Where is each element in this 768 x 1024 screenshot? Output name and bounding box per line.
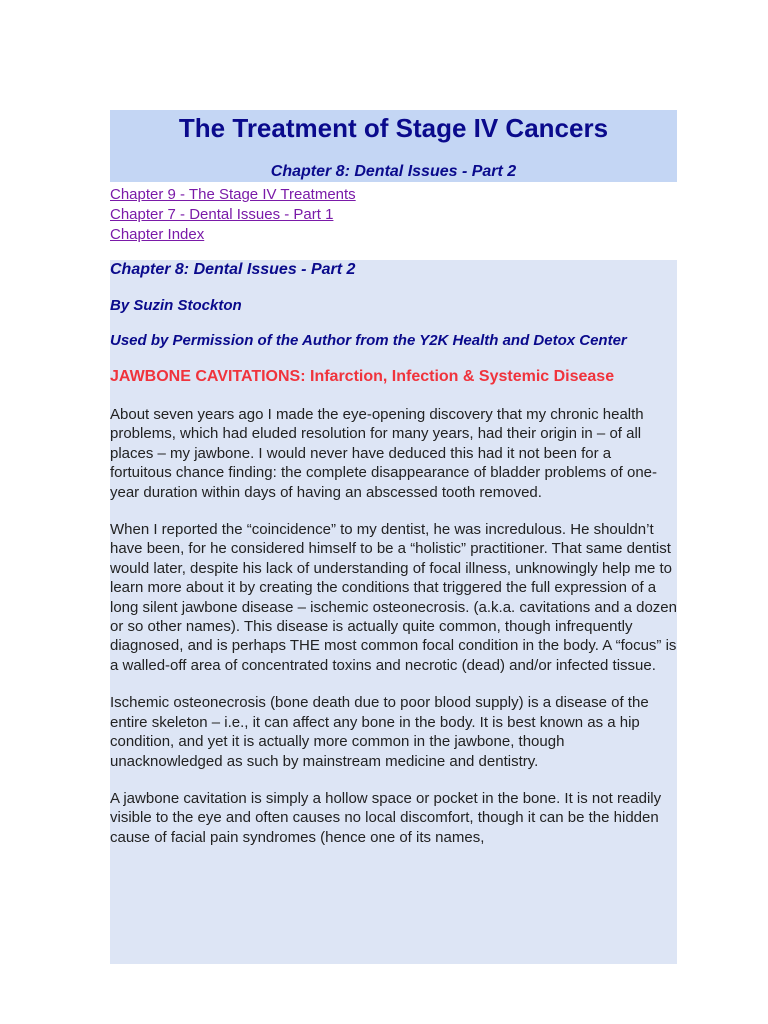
article-author: By Suzin Stockton bbox=[110, 297, 242, 314]
article-paragraph: Ischemic osteonecrosis (bone death due to poor blood supply) is a disease of the entire skeleton – i.e., it can affect any bone in the body. It is best known as a hip condition, and yet it is actually more common in the jawbone, though unacknowledged as such by mainstream medicine and dentistry. bbox=[110, 694, 649, 770]
article-paragraph: When I reported the “coincidence” to my dentist, he was incredulous. He shouldn’t have been, for he considered himself to be a “holistic” practitioner. That same dentist would later, despite his lack of understanding of focal illness, unknowingly help me to learn more about it by creating the conditions that triggered the full expression of a long silent jawbone disease – ischemic osteonecrosis. (a.k.a. cavitations and a dozen or so other names). This disease is actually quite common, though infrequently diagnosed, and is perhaps THE most common focal condition in the body. A “focus” is a walled-off area of concentrated toxins and necrotic (dead) and/or infected tissue. bbox=[110, 521, 677, 674]
article-paragraph: A jawbone cavitation is simply a hollow space or pocket in the bone. It is not readily visible to the eye and often causes no local discomfort, though it can be the hidden cause of facial pain syndromes (hence one of its names, bbox=[110, 789, 662, 846]
article-body bbox=[110, 260, 677, 964]
section-heading-rest: Infarction, Infection & Systemic Disease bbox=[305, 368, 615, 385]
article-chapter-title: Chapter 8: Dental Issues - Part 2 bbox=[110, 261, 356, 278]
chapter-navigation bbox=[110, 182, 677, 260]
link-chapter-7[interactable]: Chapter 7 - Dental Issues - Part 1 bbox=[110, 206, 334, 223]
title-banner bbox=[110, 110, 677, 182]
chapter-subtitle: Chapter 8: Dental Issues - Part 2 bbox=[270, 163, 517, 180]
document-page bbox=[110, 110, 677, 964]
page-title: The Treatment of Stage IV Cancers bbox=[178, 113, 609, 143]
article-permission-note: Used by Permission of the Author from the Y2K Health and Detox Center bbox=[110, 332, 627, 349]
link-chapter-9[interactable]: Chapter 9 - The Stage IV Treatments bbox=[110, 186, 356, 203]
article-paragraph: About seven years ago I made the eye-opening discovery that my chronic health problems, which had eluded resolution for many years, had their origin in – of all places – my jawbone. I would never have deduced this had it not been for a fortuitous chance finding: the complete disappearance of bladder problems of one-year duration within days of having an abscessed tooth removed. bbox=[110, 406, 658, 501]
section-heading-prefix: JAWBONE CAVITATIONS: bbox=[110, 368, 306, 385]
section-heading bbox=[110, 366, 677, 387]
link-chapter-index[interactable]: Chapter Index bbox=[110, 226, 205, 243]
